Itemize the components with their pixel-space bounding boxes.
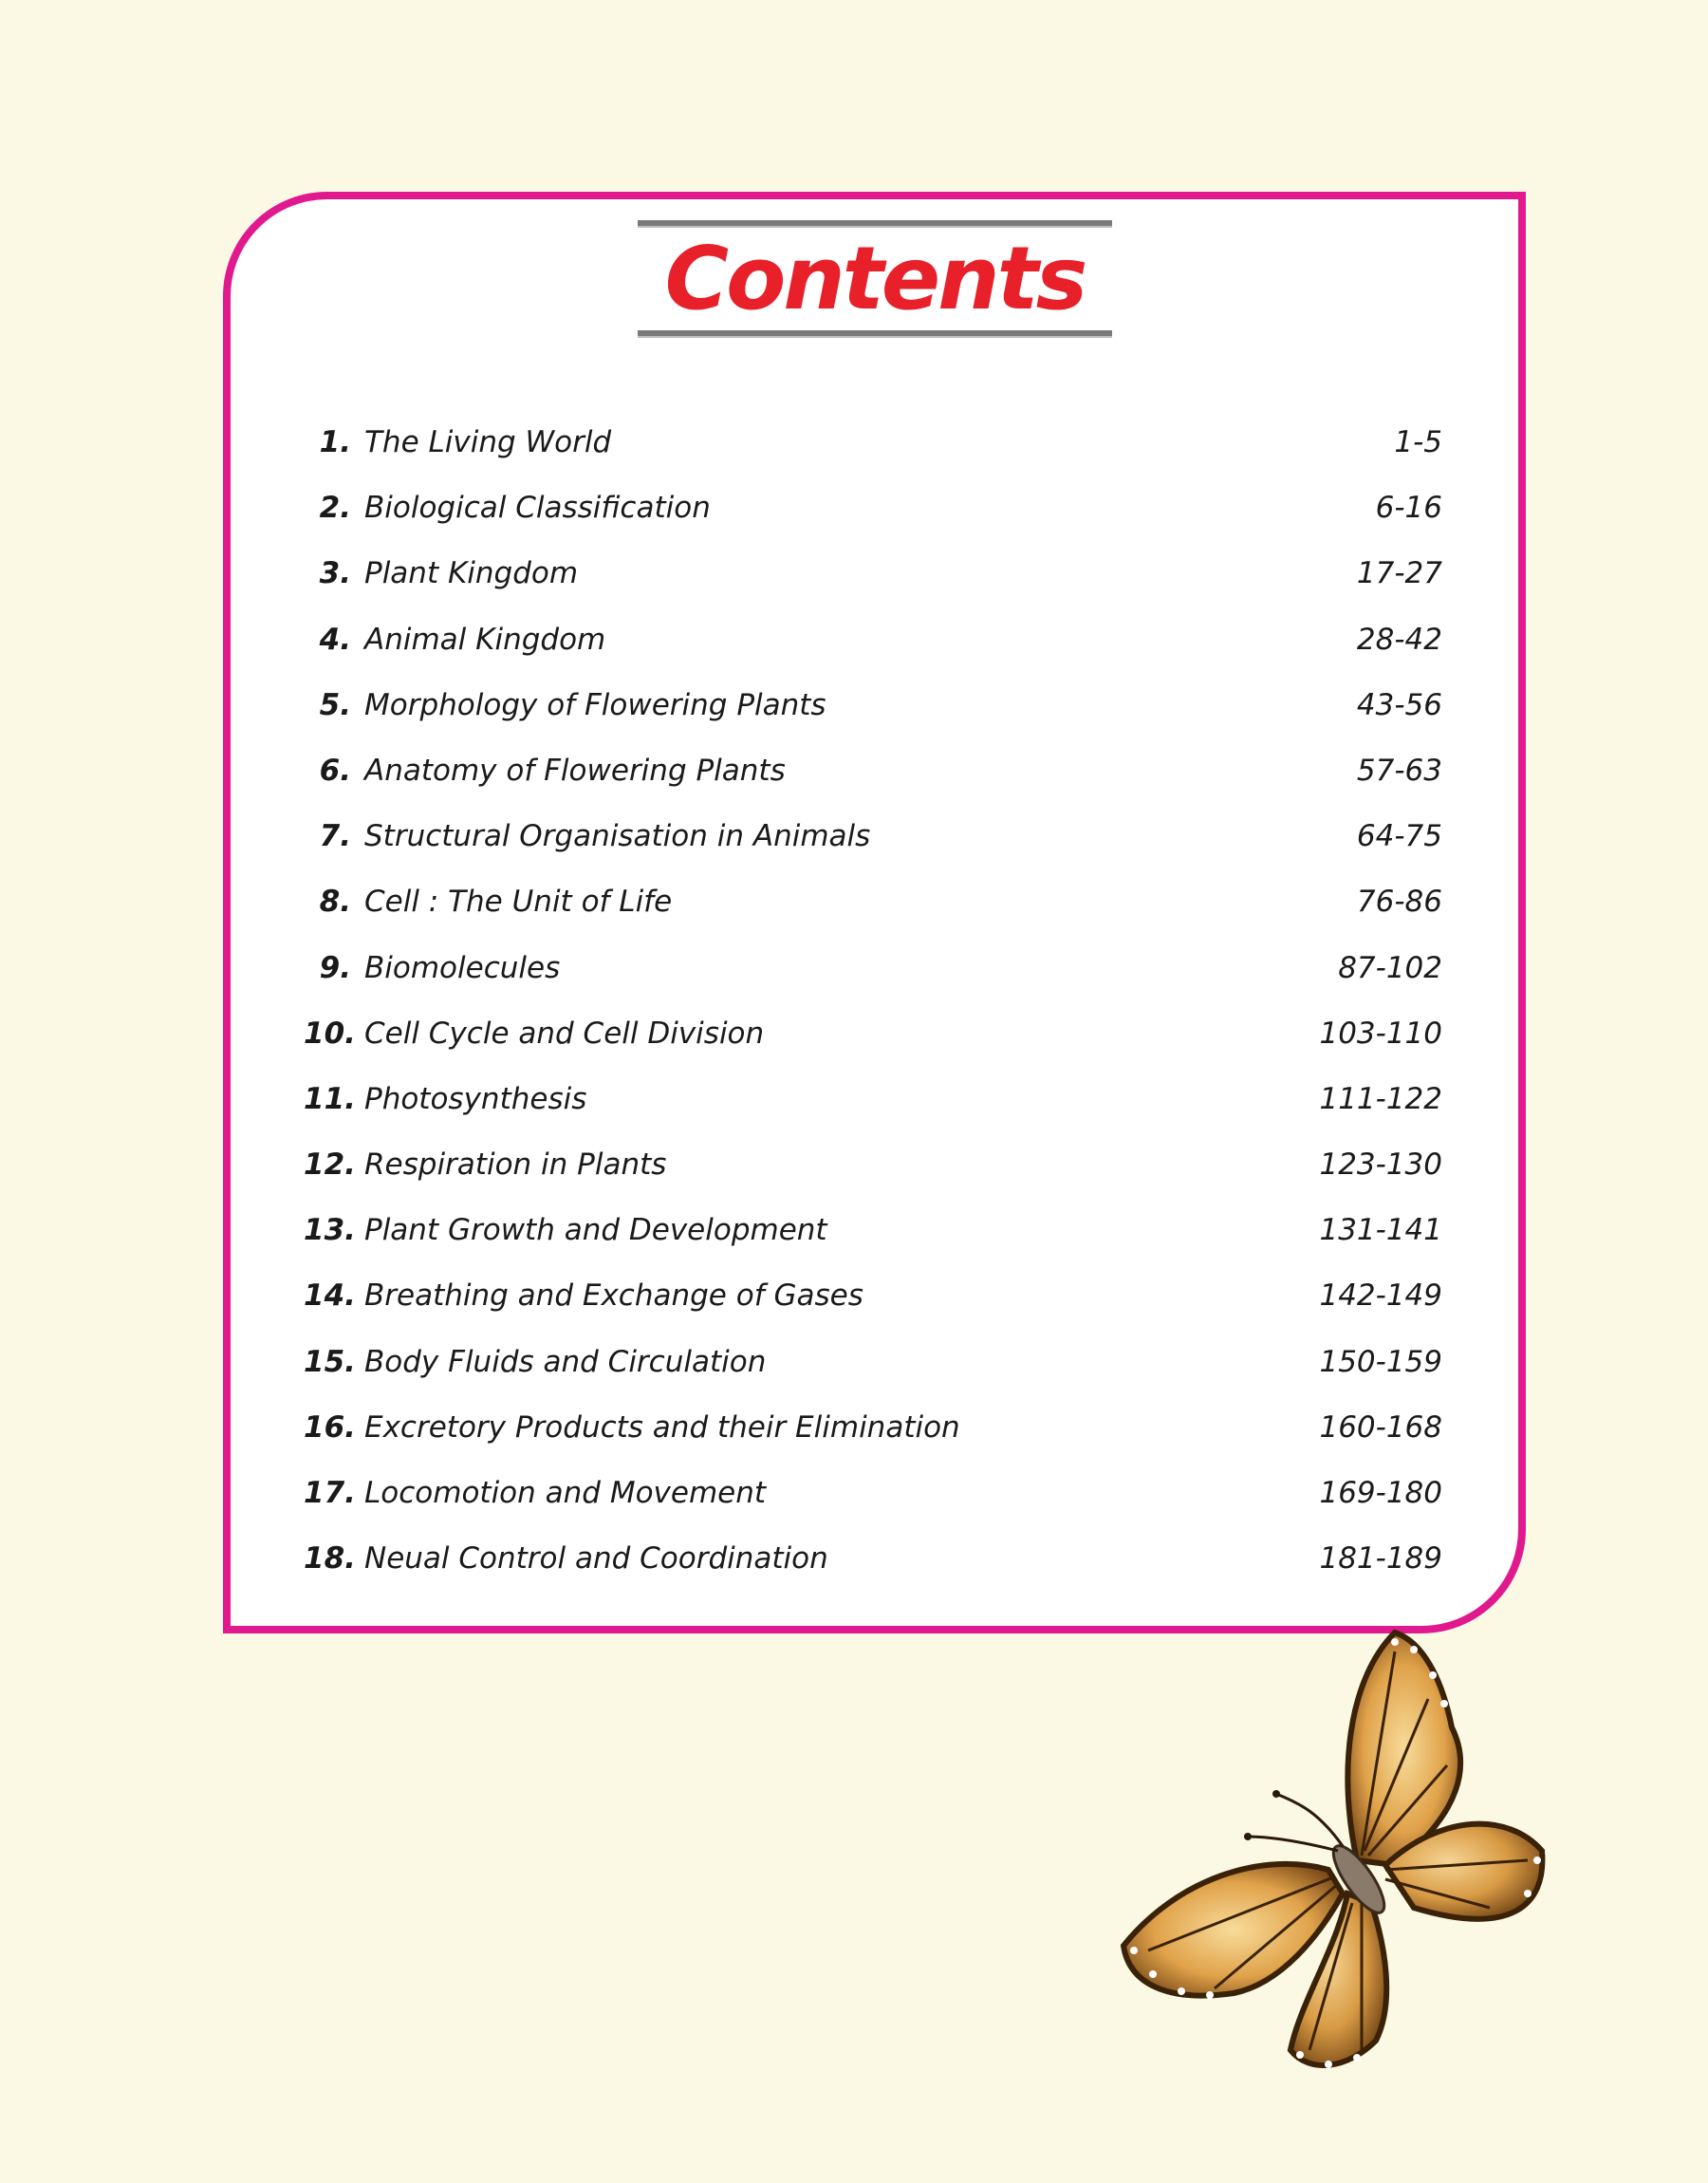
chapter-number: 7. [319,819,351,854]
chapter-pages: 111-122 [1319,1081,1442,1116]
title-banner [638,220,1112,338]
toc-entry [304,611,1442,677]
chapter-pages: 142-149 [1319,1278,1442,1314]
toc-entry [304,940,1442,1005]
chapter-pages: 76-86 [1356,885,1442,920]
toc-entry [304,414,1442,479]
chapter-number: 9. [319,950,351,985]
table-of-contents [304,414,1442,1595]
chapter-title: Respiration in Plants [364,1147,667,1183]
chapter-number: 13. [304,1213,356,1248]
chapter-title: Cell Cycle and Cell Division [364,1016,765,1051]
toc-entry [304,1399,1442,1465]
chapter-pages: 131-141 [1319,1213,1442,1248]
chapter-title: Excretory Products and their Elimination [364,1409,960,1445]
chapter-title: Plant Kingdom [364,556,579,591]
chapter-title: Cell : The Unit of Life [364,885,673,920]
chapter-number: 16. [304,1409,356,1445]
chapter-number: 3. [319,556,351,591]
chapter-number: 18. [304,1541,356,1577]
chapter-pages: 43-56 [1356,687,1442,722]
chapter-pages: 57-63 [1356,753,1442,788]
toc-entry [304,1267,1442,1333]
chapter-number: 1. [319,425,351,459]
chapter-number: 2. [319,491,351,526]
chapter-pages: 123-130 [1319,1147,1442,1183]
chapter-number: 15. [304,1344,356,1379]
chapter-number: 5. [319,687,351,722]
toc-entry [304,1465,1442,1530]
chapter-pages: 6-16 [1375,491,1442,526]
chapter-title: Biomolecules [364,950,561,985]
chapter-title: Breathing and Exchange of Gases [364,1278,863,1314]
chapter-pages: 103-110 [1319,1016,1442,1051]
chapter-number: 12. [304,1147,356,1183]
chapter-pages: 28-42 [1356,622,1442,657]
chapter-pages: 64-75 [1356,819,1442,854]
chapter-pages: 1-5 [1394,425,1442,459]
chapter-number: 10. [304,1016,356,1051]
chapter-pages: 87-102 [1338,950,1442,985]
chapter-title: Locomotion and Movement [364,1476,767,1510]
toc-entry [304,742,1442,808]
title-rule-bottom [638,330,1112,338]
butterfly-illustration [1110,1623,1556,2079]
chapter-title: Animal Kingdom [364,622,606,657]
chapter-title: Anatomy of Flowering Plants [364,753,786,788]
chapter-pages: 181-189 [1319,1541,1442,1577]
chapter-number: 11. [304,1081,356,1116]
chapter-title: Photosynthesis [364,1081,587,1116]
toc-entry [304,1005,1442,1071]
chapter-title: Body Fluids and Circulation [364,1344,767,1379]
toc-entry [304,1334,1442,1399]
chapter-pages: 169-180 [1319,1476,1442,1510]
chapter-title: Morphology of Flowering Plants [364,687,826,722]
chapter-number: 8. [319,885,351,920]
chapter-number: 14. [304,1278,356,1314]
chapter-number: 17. [304,1476,356,1510]
chapter-title: Neual Control and Coordination [364,1541,828,1577]
chapter-title: The Living World [364,425,612,459]
chapter-pages: 17-27 [1356,556,1442,591]
toc-entry [304,1071,1442,1136]
title-rule-top [638,220,1112,228]
toc-entry [304,545,1442,610]
chapter-title: Biological Classification [364,491,711,526]
chapter-number: 6. [319,753,351,788]
chapter-title: Plant Growth and Development [364,1213,827,1248]
toc-entry [304,873,1442,939]
toc-entry [304,479,1442,545]
chapter-number: 4. [319,622,351,657]
toc-entry [304,1136,1442,1202]
toc-entry [304,677,1442,742]
chapter-pages: 160-168 [1319,1409,1442,1445]
toc-entry [304,808,1442,873]
chapter-pages: 150-159 [1319,1344,1442,1379]
toc-entry [304,1202,1442,1267]
page-title: Contents [664,228,1086,329]
chapter-title: Structural Organisation in Animals [364,819,871,854]
toc-entry [304,1530,1442,1595]
